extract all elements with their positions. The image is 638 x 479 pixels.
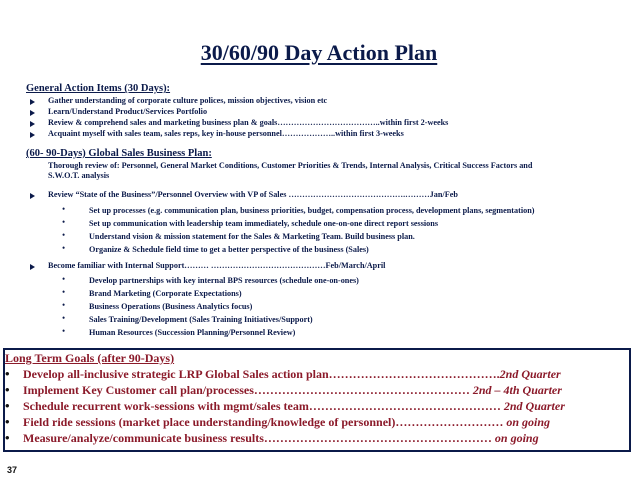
- list-item: Gather understanding of corporate culture polices, mission objectives, vision etc: [48, 96, 328, 105]
- list-item: Become familiar with Internal Support……… ……………………………………Feb/March/April: [48, 261, 386, 270]
- dot-bullet-icon: •: [62, 300, 66, 310]
- section-global-heading: (60- 90-Days) Global Sales Business Plan:: [26, 148, 212, 159]
- dot-bullet-icon: •: [62, 313, 66, 323]
- page-number: 37: [7, 465, 18, 475]
- arrow-bullet-icon: [30, 120, 35, 129]
- dot-bullet-icon: •: [62, 230, 66, 240]
- arrow-bullet-icon: [30, 192, 35, 201]
- goal-timing: 2nd – 4th Quarter: [472, 383, 562, 397]
- list-item: Review & comprehend sales and marketing business plan & goals………………………………..within first 2-weeks: [48, 118, 449, 127]
- long-term-heading: Long Term Goals (after 90-Days): [5, 351, 175, 365]
- sub-list-item: Set up communication with leadership team immediately, schedule one-on-one direct report sessions: [89, 219, 439, 228]
- list-item: Acquaint myself with sales team, sales reps, key in-house personnel………………..within first 3-weeks: [48, 129, 404, 138]
- dot-bullet-icon: •: [62, 274, 66, 284]
- sub-list-item: Organize & Schedule field time to get a better perspective of the business (Sales): [89, 245, 369, 254]
- goal-text: Implement Key Customer call plan/processes………………………………………………: [23, 383, 473, 397]
- dot-bullet-icon: •: [62, 217, 66, 227]
- arrow-bullet-icon: [30, 98, 35, 107]
- section-general-heading: General Action Items (30 Days):: [26, 83, 171, 94]
- goal-timing: 2nd Quarter: [499, 367, 561, 381]
- dot-bullet-icon: •: [5, 414, 10, 429]
- list-item: Review “State of the Business”/Personnel Overview with VP of Sales …………………………………….………Jan/Feb: [48, 190, 458, 199]
- intro-line: S.W.O.T. analysis: [48, 171, 110, 180]
- sub-list-item: Set up processes (e.g. communication plan, business priorities, budget, compensation process, development plans, segmentation): [89, 206, 535, 215]
- sub-list-item: Business Operations (Business Analytics focus): [89, 302, 253, 311]
- dot-bullet-icon: •: [5, 398, 10, 413]
- goal-timing: on going: [494, 431, 539, 445]
- sub-list-item: Brand Marketing (Corporate Expectations): [89, 289, 242, 298]
- list-item: Learn/Understand Product/Services Portfolio: [48, 107, 208, 116]
- dot-bullet-icon: •: [5, 366, 10, 381]
- intro-line: Thorough review of: Personnel, General Market Conditions, Customer Priorities & Trends, Internal Analysis, Critical Success Factors and: [48, 161, 533, 170]
- dot-bullet-icon: •: [62, 326, 66, 336]
- arrow-bullet-icon: [30, 131, 35, 140]
- sub-list-item: Human Resources (Succession Planning/Personnel Review): [89, 328, 296, 337]
- arrow-bullet-icon: [30, 263, 35, 272]
- goal-timing: on going: [506, 415, 551, 429]
- dot-bullet-icon: •: [62, 204, 66, 214]
- goal-text: Field ride sessions (market place understanding/knowledge of personnel)………………………: [23, 415, 507, 429]
- arrow-bullet-icon: [30, 109, 35, 118]
- dot-bullet-icon: •: [62, 287, 66, 297]
- sub-list-item: Understand vision & mission statement for the Sales & Marketing Team. Build business plan.: [89, 232, 415, 241]
- goal-text: Schedule recurrent work-sessions with mgmt/sales team…………………………………………: [23, 399, 504, 413]
- goal-text: Measure/analyze/communicate business results…………………………………………………: [23, 431, 495, 445]
- dot-bullet-icon: •: [5, 382, 10, 397]
- sub-list-item: Sales Training/Development (Sales Training Initiatives/Support): [89, 315, 313, 324]
- page-title: 30/60/90 Day Action Plan: [200, 40, 438, 65]
- goal-text: Develop all-inclusive strategic LRP Global Sales action plan…………………………………….: [23, 367, 500, 381]
- dot-bullet-icon: •: [5, 430, 10, 445]
- dot-bullet-icon: •: [62, 243, 66, 253]
- sub-list-item: Develop partnerships with key internal BPS resources (schedule one-on-ones): [89, 276, 359, 285]
- goal-timing: 2nd Quarter: [503, 399, 565, 413]
